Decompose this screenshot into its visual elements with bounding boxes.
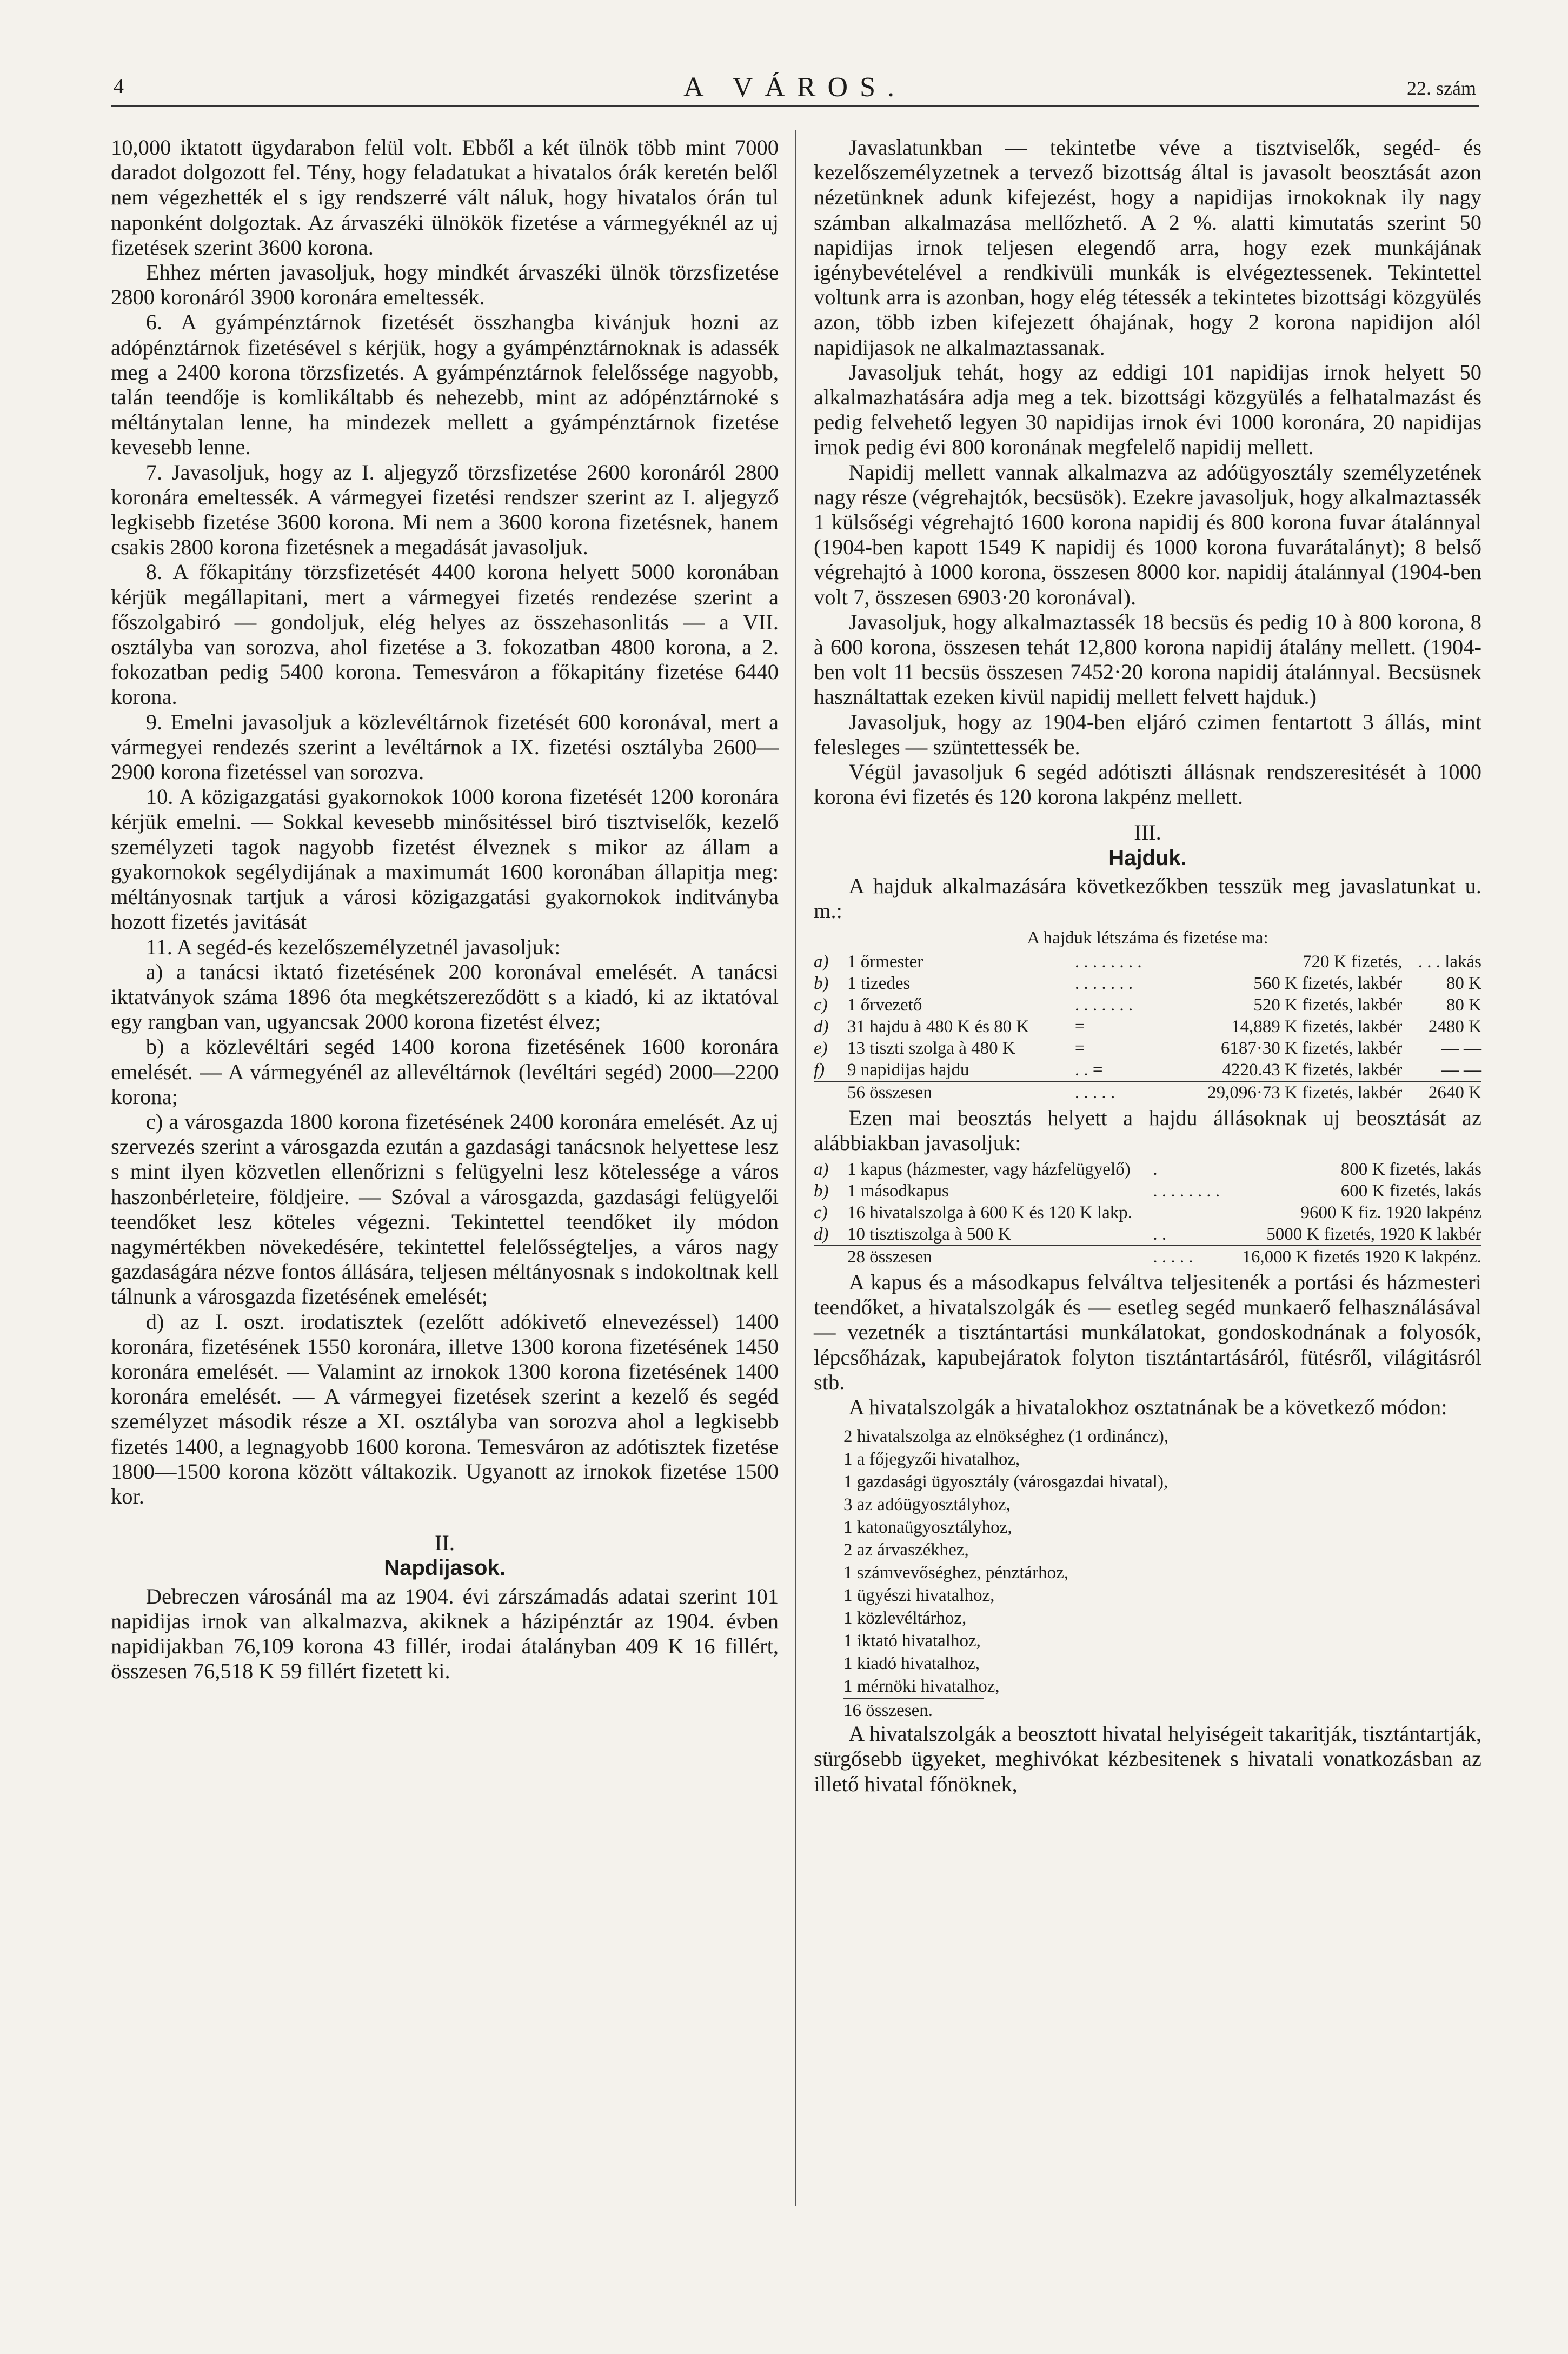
hajduk-proposed-table	[814, 1159, 1481, 1268]
total-dots: . . . . .	[1074, 1082, 1115, 1102]
table-row	[814, 1223, 1481, 1246]
servants-list	[843, 1425, 1481, 1698]
row-housing: 80 K	[1446, 973, 1481, 993]
row-salary: 5000 K fizetés, 1920 K lakbér	[1225, 1223, 1481, 1246]
table-caption: A hajduk létszáma és fizetése ma:	[1027, 928, 1268, 948]
section-number: III.	[1134, 820, 1161, 845]
row-dots: . . . . . . .	[1074, 973, 1133, 993]
row-item: 1 kapus (házmester, vagy házfelügyelő)	[847, 1159, 1131, 1179]
table-row	[814, 1159, 1481, 1180]
list-item: 1 gazdasági ügyosztály (városgazdai hivatal),	[843, 1472, 1168, 1492]
issue-number: 22. szám	[1407, 77, 1476, 99]
row-item: 1 másodkapus	[847, 1181, 949, 1201]
paragraph: Ezen mai beosztás helyett a hajdu állásoknak uj beosztását az alábbiakban javasoljuk:	[814, 1105, 1481, 1155]
row-item: 1 őrmester	[847, 952, 923, 972]
row-label: f)	[814, 1059, 847, 1081]
row-label: d)	[814, 1016, 829, 1036]
row-salary: 600 K fizetés, lakás	[1340, 1181, 1481, 1201]
list-item: 1 katonaügyosztályhoz,	[843, 1518, 1012, 1538]
total-item: 28 összesen	[847, 1247, 932, 1267]
table-row	[814, 951, 1481, 973]
paragraph: Ehhez mérten javasoljuk, hogy mindkét árvaszéki ülnök törzsfizetése 2800 koronáról 3900 koronára emeltessék.	[111, 260, 779, 310]
row-dots	[1153, 1202, 1225, 1223]
table-row	[814, 973, 1481, 994]
left-column	[111, 135, 779, 1684]
table-row	[814, 1016, 1481, 1038]
row-housing: — —	[1402, 1059, 1481, 1081]
header-rule	[111, 105, 1479, 110]
list-item: 2 hivatalszolga az elnökséghez (1 ordináncz),	[843, 1427, 1169, 1447]
paragraph: Napidij mellett vannak alkalmazva az adóügyosztály személyzetének nagy része (végrehajtók, becsüsök). Ezekre javasoljuk, hogy alkalmaztassék 1 külsőségi végrehajtó 1600 korona napidij és 800 korona fuvar átalánnyal (1904-ben kapott 1549 K napidij és 1000 korona fuvarátalányt); 8 belső végrehajtó à 1000 korona, összesen 8000 kor. napidij átalánnyal (1904-ben volt 7, összesen 6903·20 koronával).	[814, 460, 1481, 609]
column-divider	[795, 130, 796, 2206]
row-dots: . . . . . . . .	[1153, 1181, 1220, 1201]
row-salary: 520 K fizetés, lakbér	[1253, 995, 1403, 1015]
list-item: 3 az adóügyosztályhoz,	[843, 1495, 1011, 1515]
list-item: 1 a főjegyzői hivatalhoz,	[843, 1449, 1020, 1469]
list-item: 1 kiadó hivatalhoz,	[843, 1654, 980, 1674]
paragraph: A hivatalszolgák a hivatalokhoz osztatnának be a következő módon:	[848, 1394, 1447, 1419]
row-dots: =	[1074, 1016, 1085, 1036]
row-label: a)	[814, 1159, 829, 1179]
row-salary: 9600 K fiz. 1920 lakpénz	[1300, 1202, 1481, 1222]
total-salary: 29,096·73 K fizetés, lakbér	[1207, 1082, 1403, 1102]
paragraph: Javasoljuk tehát, hogy az eddigi 101 napidijas irnok helyett 50 alkalmazhatására adja meg a tek. bizottsági közgyülés a felhatalmazást és pedig felvehető legyen 30 napidijas irnok évi 1000 koronára, 20 napidijas irnok pedig évi 800 koronának megfelelő napidij mellett.	[814, 360, 1481, 460]
row-label: a)	[814, 952, 829, 972]
paragraph: Javasoljuk, hogy alkalmaztassék 18 becsüs és pedig 10 à 800 korona, 8 à 600 korona, összesen tehát 12,800 korona napidij átalány mellett. (1904-ben volt 11 becsüs összesen 7452·20 korona napidij átalánnyal. Becsüsnek használtattak ezeken kivül napidij mellett felvett hajduk.)	[814, 609, 1481, 709]
row-housing: . . . lakás	[1418, 952, 1481, 972]
paragraph: Javaslatunkban — tekintetbe véve a tisztviselők, segéd- és kezelőszemélyzetnek a tervező bizottság által is javasolt beosztását azon nézetünknek adunk kifejezést, hogy a napidijas irnokoknak ily nagy számban alkalmazása mellőzhető. A 2 %. alatti kimutatás szerint 50 napidijas irnok teljesen elegendő arra, hogy ezek munkájának igénybevételével a rendkivüli munkák is elvégeztessenek. Tekintettel voltunk arra is azonban, hogy elég tétessék a tekintetes bizottsági közgyülés azon, több izben kifejezett óhajának, hogy 2 korona napidijon alól napidijasok ne alkalmaztassanak.	[814, 135, 1481, 360]
section-title: Napdijasok.	[384, 1556, 506, 1580]
row-item: 16 hivatalszolga à 600 K és 120 K lakp.	[847, 1202, 1132, 1222]
paragraph: b) a közlevéltári segéd 1400 korona fizetésének 1600 koronára emelését. — A vármegyénél az allevéltárnok (levéltári segéd) 2000—2200 korona;	[111, 1034, 779, 1109]
hajduk-current-table	[814, 951, 1481, 1103]
paragraph: A hajduk alkalmazására következőkben tesszük meg javaslatunkat u. m.:	[814, 873, 1481, 923]
paragraph: 7. Javasoljuk, hogy az I. aljegyző törzsfizetése 2600 koronáról 2800 koronára emeltessék. A vármegyei fizetési rendszer szerint az I. aljegyző legkisebb fizetése 3600 korona. Mi nem a 3600 korona fizetésnek, hanem csakis 2800 korona fizetésnek a megadását javasoljuk.	[111, 460, 779, 560]
page-header	[114, 59, 1476, 108]
row-dots: . .	[1153, 1223, 1225, 1246]
row-label: b)	[814, 973, 829, 993]
total-item: 56 összesen	[847, 1082, 932, 1102]
row-label: d)	[814, 1223, 847, 1246]
total-dots: . . . . .	[1153, 1247, 1193, 1267]
row-item: 31 hajdu à 480 K és 80 K	[847, 1016, 1029, 1036]
table-row	[814, 1038, 1481, 1059]
row-dots: .	[1153, 1159, 1158, 1179]
row-label: c)	[814, 1202, 828, 1222]
paragraph: A hivatalszolgák a beosztott hivatal helyiségeit takaritják, tisztántartják, sürgősebb ügyeket, meghivókat kézbesitenek s hivatali vonatkozásban az illető hivatal főnöknek,	[814, 1721, 1481, 1796]
table-row	[814, 994, 1481, 1016]
row-salary: 720 K fizetés,	[1303, 952, 1403, 972]
list-item: 1 ügyészi hivatalhoz,	[843, 1586, 995, 1606]
paragraph: 8. A főkapitány törzsfizetését 4400 korona helyett 5000 koronában kérjük megállapitani, mert a vármegyei fizetés rendezése szerint a főszolgabiró — gondoljuk, elég helyes az összehasonlitás — a VII. osztályba van sorozva, ahol fizetése a 3. fokozatban 4800 korona, a 2. fokozatban pedig 5400 korona. Temesváron a főkapitány fizetése 6440 korona.	[111, 560, 779, 709]
row-item: 10 tisztiszolga à 500 K	[847, 1223, 1153, 1246]
page-number: 4	[114, 75, 124, 98]
section-number: II.	[434, 1531, 455, 1555]
paragraph: 9. Emelni javasoljuk a közlevéltárnok fizetését 600 koronával, mert a vármegyei rendezés szerint a levéltárnok a IX. fizetési osztályba 2600—2900 korona fizetéssel van sorozva.	[111, 709, 779, 784]
row-salary: 14,889 K fizetés, lakbér	[1231, 1016, 1403, 1036]
paragraph: Debreczen városánál ma az 1904. évi zárszámadás adatai szerint 101 napidijas irnok van alkalmazva, akiknek a házipénztár az 1904. évben napidijakban 76,109 korona 43 fillér, irodai átalányban 409 K 16 fillért, összesen 76,518 K 59 fillért fizetett ki.	[111, 1584, 779, 1684]
servants-total: 16 összesen.	[843, 1698, 984, 1721]
row-salary: 6187·30 K fizetés, lakbér	[1220, 1038, 1403, 1058]
paragraph: 10. A közigazgatási gyakornokok 1000 korona fizetését 1200 koronára kérjük emelni. — Sokkal kevesebb minősitéssel biró tisztviselők, kezelő személyzeti tagok nagyobb fizetést élveznek s mikor az állam a gyakornokok segélydijának a maximumát 1600 koronában állapitja meg: méltányosnak tartjuk a városi közigazgatási gyakornokok inditványba hozott fizetés javitását	[111, 784, 779, 934]
list-item: 1 iktató hivatalhoz,	[843, 1631, 981, 1651]
row-item: 9 napidijas hajdu	[847, 1059, 1075, 1081]
row-dots: . . . . . . .	[1074, 995, 1133, 1015]
row-salary: 560 K fizetés, lakbér	[1253, 973, 1403, 993]
table-row	[814, 1059, 1481, 1081]
total-salary: 16,000 K fizetés 1920 K lakpénz.	[1242, 1247, 1481, 1267]
table-row	[814, 1202, 1481, 1223]
paragraph: 10,000 iktatott ügydarabon felül volt. Ebből a két ülnök több mint 7000 daradot dolgozott fel. Tény, hogy feladatukat a hivatalos órák keretén belől nem végezhették el s igy rendszerré vált náluk, hogy hivatalos órán tul naponként dolgoztak. Az árvaszéki ülnökök fizetése a vármegyéknél az uj fizetések szerint 3600 korona.	[111, 135, 779, 260]
row-label: c)	[814, 995, 828, 1015]
row-dots: . . . . . . . .	[1074, 952, 1142, 972]
row-housing: 2480 K	[1428, 1016, 1481, 1036]
row-item: 1 tizedes	[847, 973, 911, 993]
row-item: 1 őrvezető	[847, 995, 922, 1015]
paragraph: A kapus és a másodkapus felváltva teljesitenék a portási és házmesteri teendőket, a hivatalszolgák és — esetleg segéd munkaerő felhasználásával — vezetnék a tisztántartási munkálatokat, gondoskodnának a folyosók, lépcsőházak, kapubejáratok folyton tisztántartásáról, fütésről, világitásról stb.	[814, 1269, 1481, 1394]
paragraph: 6. A gyámpénztárnok fizetését összhangba kivánjuk hozni az adópénztárnok fizetésével s kérjük, hogy a gyámpénztárnoknak is adassék meg a 2400 korona törzsfizetés. A gyámpénztárnok felelőssége nagyobb, talán teendője is komlikáltabb és nehezebb, mint az adópénztárnoké s méltánytalan lenne, ha mindezek mellett a gyámpénztárnok fizetése kevesebb lenne.	[111, 310, 779, 460]
table-total-row	[814, 1081, 1481, 1103]
right-column	[814, 135, 1481, 1797]
paragraph: Javasoljuk, hogy az 1904-ben eljáró czimen fentartott 3 állás, mint felesleges — szüntettessék be.	[814, 709, 1481, 759]
row-dots: =	[1074, 1038, 1085, 1058]
row-label: e)	[814, 1038, 828, 1058]
row-salary: 4220.43 K fizetés, lakbér	[1159, 1059, 1403, 1081]
list-item: 1 mérnöki hivatalhoz,	[843, 1677, 1000, 1697]
paragraph: Végül javasoljuk 6 segéd adótiszti állásnak rendszeresitését à 1000 korona évi fizetés és 120 korona lakpénz mellett.	[814, 760, 1481, 809]
section-title: Hajduk.	[1108, 846, 1187, 870]
row-item: 13 tiszti szolga à 480 K	[847, 1038, 1015, 1058]
row-salary: 800 K fizetés, lakás	[1340, 1159, 1481, 1179]
list-item: 2 az árvaszékhez,	[843, 1540, 969, 1560]
list-item: 1 számvevőséghez, pénztárhoz,	[843, 1563, 1068, 1583]
journal-title: A VÁROS.	[683, 72, 906, 103]
paragraph: c) a városgazda 1800 korona fizetésének 2400 koronára emelését. Az uj szervezés szerint a városgazda ezután a gazdasági tanácsnok helyettese lesz s mint ilyen közvetlen ellenőrizni s felügyelni lesz kötelessége a város haszonbérleteire, földjeire. — Szóval a városgazda, gazdasági felügyelői teendőket lesz köteles végezni. Tekintettel teendőket ily módon nagymértékben növekedésére, tekintettel felelősségteljes, a város nagy gazdaságára nézve fontos állására, teljesen méltányosnak s indokoltnak kell tálnunk a városgazda fizetésének emelését;	[111, 1109, 779, 1309]
paragraph: 11. A segéd-és kezelőszemélyzetnél javasoljuk:	[145, 934, 561, 959]
row-housing: — —	[1441, 1038, 1481, 1058]
paragraph: a) a tanácsi iktató fizetésének 200 koronával emelését. A tanácsi iktatványok száma 1896 óta megkétszereződött s a kiadó, ki az iktatóval egy rangban van, ugyancsak 2000 korona fizetést élvez;	[111, 959, 779, 1034]
total-housing: 2640 K	[1428, 1082, 1481, 1102]
row-label: b)	[814, 1181, 829, 1201]
row-housing: 80 K	[1446, 995, 1481, 1015]
table-total-row	[814, 1246, 1481, 1268]
table-row	[814, 1180, 1481, 1202]
paragraph: d) az I. oszt. irodatisztek (ezelőtt adókivető elnevezéssel) 1400 koronára, fizetésének 1550 koronára, illetve 1300 korona fizetésének 1450 koronára emelését. — Valamint az irnokok 1300 korona fizetésének 1400 koronára emelését. — A vármegyei fizetések szerint a kezelő és segéd személyzet második része a XI. osztályba van sorozva ahol a legkisebb fizetés 1400, a legnagyobb 1600 korona. Temesváron az adótisztek fizetése 1800—1500 korona között váltakozik. Ugyanott az irnokok fizetése 1500 kor.	[111, 1309, 779, 1508]
row-dots: . . =	[1075, 1059, 1159, 1081]
list-item: 1 közlevéltárhoz,	[843, 1608, 967, 1628]
